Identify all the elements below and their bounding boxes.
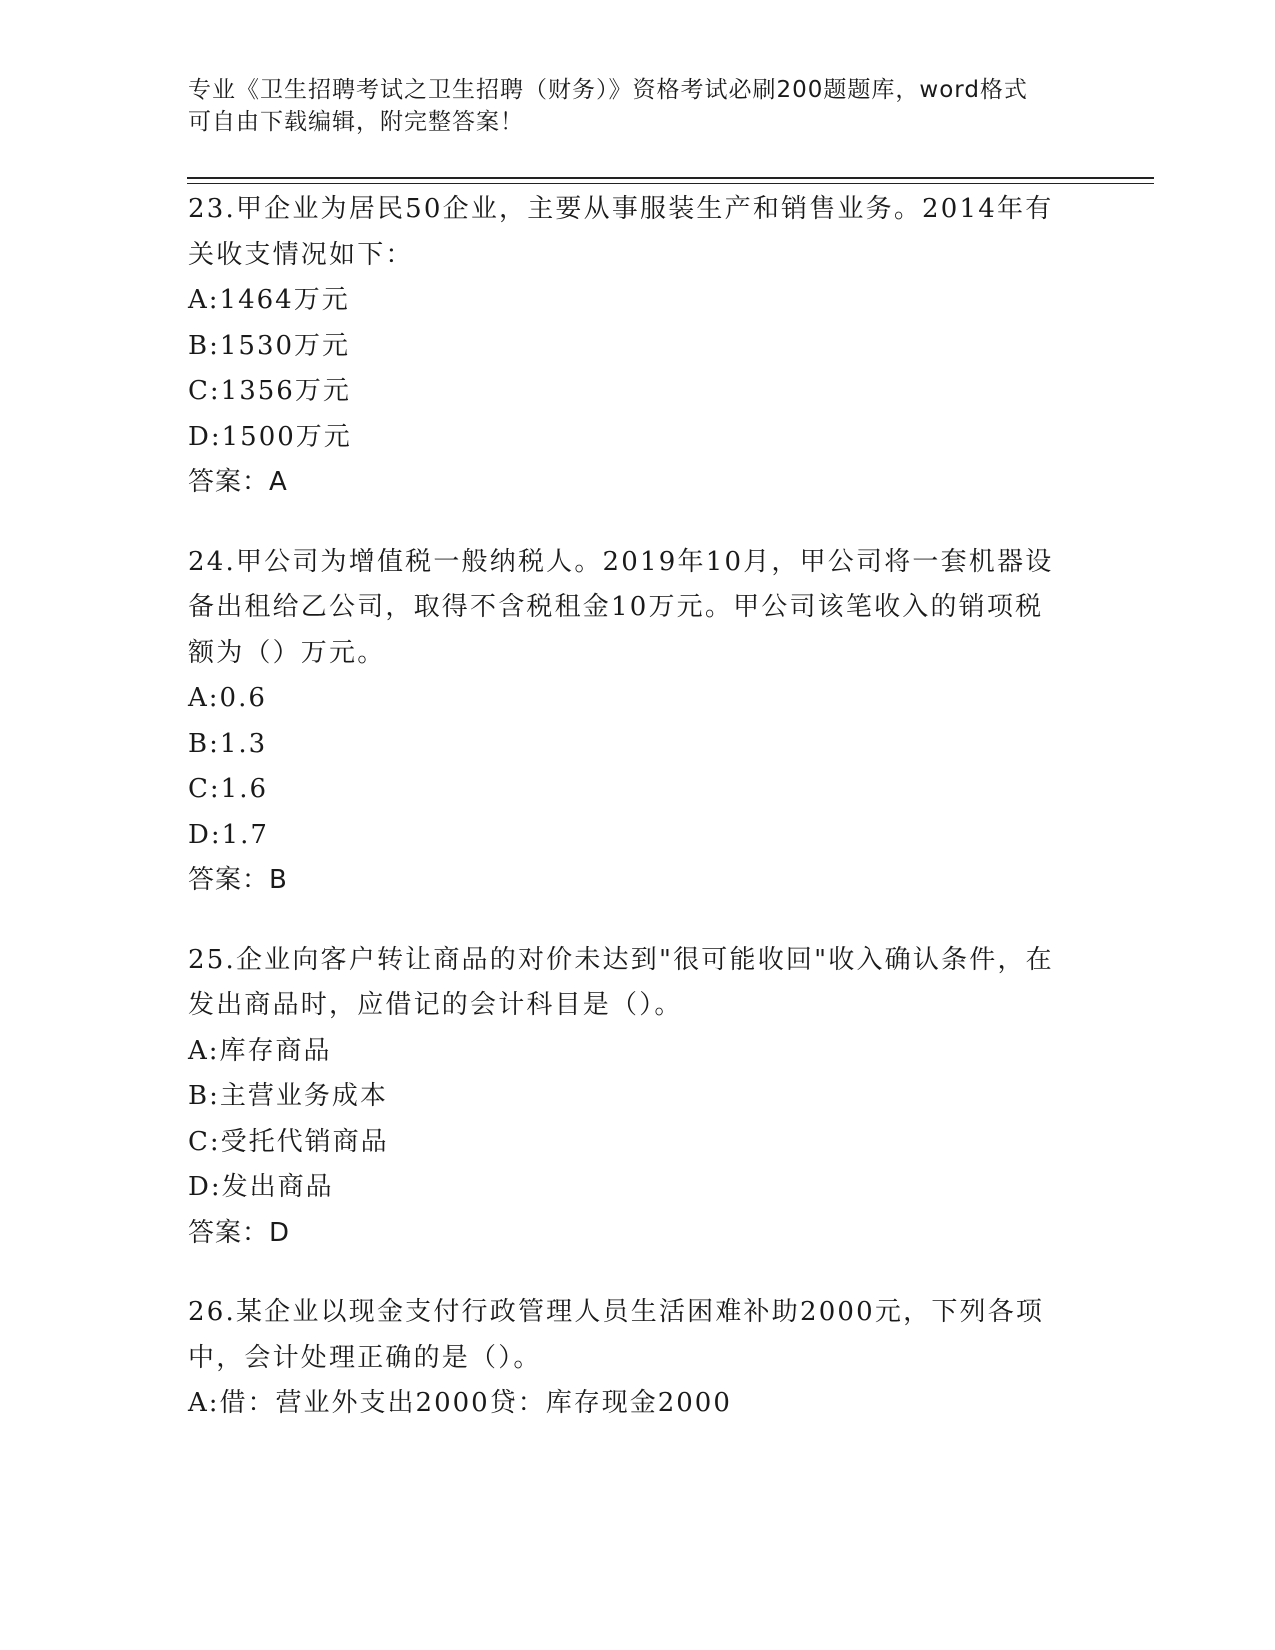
option-a: A:0.6: [188, 683, 267, 713]
question-stem: 24.甲公司为增值税一般纳税人。2019年10月，甲公司将一套机器设备出租给乙公司，取得不含税租金10万元。甲公司该笔收入的销项税额为（）万元。: [188, 546, 1054, 668]
option-c: C:1356万元: [188, 376, 351, 406]
option-b: B:1.3: [188, 728, 268, 759]
question-25: [188, 938, 1088, 1257]
question-26: [188, 1290, 1088, 1427]
option-d: D:1500万元: [188, 421, 352, 452]
question-23: [188, 187, 1088, 506]
question-stem: 23.甲企业为居民50企业，主要从事服装生产和销售业务。2014年有关收支情况如下：: [188, 194, 1054, 270]
option-a: A:库存商品: [188, 1035, 332, 1066]
option-c: C:受托代销商品: [188, 1126, 389, 1157]
header-line-1: 专业《卫生招聘考试之卫生招聘（财务）》资格考试必刷200题题库，word格式: [188, 77, 1028, 103]
header-line-2: 可自由下载编辑，附完整答案！: [188, 109, 524, 135]
option-a: A:借：营业外支出2000贷：库存现金2000: [188, 1388, 732, 1418]
answer-line: 答案：B: [188, 865, 288, 895]
document-header: [188, 74, 1068, 138]
header-divider-thin: [187, 183, 1154, 184]
option-d: D:1.7: [188, 819, 269, 850]
answer-line: 答案：A: [188, 467, 288, 497]
question-stem: 25.企业向客户转让商品的对价未达到"很可能收回"收入确认条件，在发出商品时，应借记的会计科目是（）。: [188, 944, 1054, 1020]
option-a: A:1464万元: [188, 285, 350, 315]
question-list: [188, 187, 1088, 1461]
question-stem: 26.某企业以现金支付行政管理人员生活困难补助2000元，下列各项中，会计处理正确的是（）。: [188, 1297, 1045, 1373]
option-c: C:1.6: [188, 774, 269, 804]
option-b: B:主营业务成本: [188, 1081, 388, 1111]
option-d: D:发出商品: [188, 1172, 334, 1202]
answer-line: 答案：D: [188, 1217, 291, 1248]
question-24: [188, 540, 1088, 904]
header-divider-thick: [187, 177, 1154, 179]
option-b: B:1530万元: [188, 330, 351, 361]
